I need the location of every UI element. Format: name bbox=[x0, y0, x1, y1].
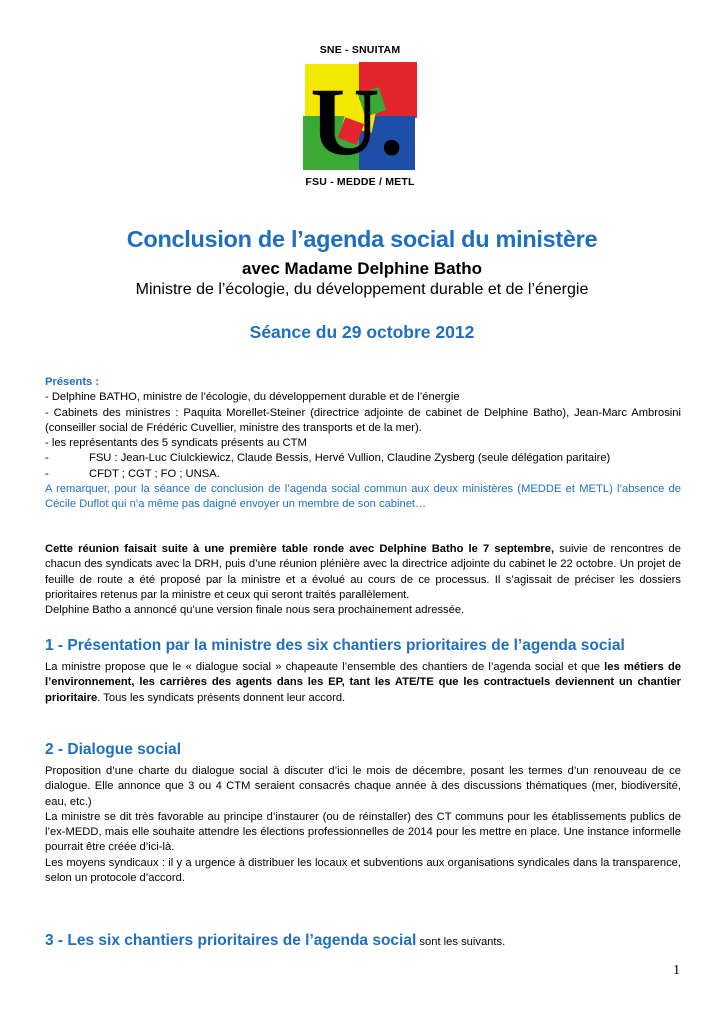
page-number: 1 bbox=[673, 963, 680, 978]
section-2-title: 2 - Dialogue social bbox=[45, 741, 182, 758]
bullet-dash: - bbox=[45, 467, 49, 480]
section-2-paragraph: Les moyens syndicaux : il y a urgence à distribuer les locaux et subventions aux organisations syndicales dans la transparence, selon un protocole d’accord. bbox=[45, 856, 681, 885]
list-item bbox=[45, 467, 681, 482]
intro-last-line: Delphine Batho a annoncé qu’une version finale nous sera prochainement adressée. bbox=[45, 604, 465, 617]
section-1-text-a: La ministre propose que le « dialogue social » chapeaute l’ensemble des chantiers de l’agenda social et que bbox=[45, 661, 605, 673]
logo-letter: U. bbox=[310, 68, 404, 172]
intro-text: suivie de rencontres de chacun des syndicats avec la DRH, puis d’une réunion plénière avec la directrice adjointe du cabinet le 22 octobre. Un projet de feuille de route a été proposé par la ministre et a évolué au cours de ce processus. Il s’agissait de préciser les dossiers prioritaires retenus par la ministre et ceux qui seront traités parallèlement. bbox=[45, 543, 681, 601]
attendee-line: - les représentants des 5 syndicats présents au CTM bbox=[45, 437, 307, 450]
section-1-text-bold: les métiers de l’environnement, les carrières des agents dans les EP, tant les ATE/TE que les contractuels deviennent un chantier prioritaire bbox=[45, 661, 681, 704]
logo-top-text: SNE - SNUITAM bbox=[319, 44, 401, 56]
section-1-title: 1 - Présentation par la ministre des six chantiers prioritaires de l’agenda social bbox=[45, 637, 625, 654]
section-2-paragraph: La ministre se dit très favorable au principe d’instaurer (ou de réinstaller) des CT communs pour les établissements publics de l’ex-MEDD, mais elle souhaite attendre les élections professionnelles de 2014 pour les mettre en place. Une instance informelle pourrait être créée d’ici-là. bbox=[45, 810, 681, 854]
section-2-paragraph: Proposition d’une charte du dialogue social à discuter d’ici le mois de décembre, posant les termes d’un renouveau de ce dialogue. Elle annonce que 3 ou 4 CTM seraient consacrés chaque année à des discussions thématiques (mer, biodiversité, eau, etc.) bbox=[45, 765, 681, 808]
section-1-body bbox=[45, 660, 681, 706]
section-1-text-b: . Tous les syndicats présents donnent leur accord. bbox=[97, 691, 346, 704]
document-subtitle-minister: Ministre de l’écologie, du développement durable et de l’énergie bbox=[135, 281, 589, 298]
attendees-block bbox=[45, 375, 681, 513]
attendees-label: Présents : bbox=[45, 376, 100, 388]
section-2-body bbox=[45, 764, 681, 886]
intro-paragraph bbox=[45, 542, 681, 618]
union-logo bbox=[292, 44, 428, 188]
section-3-title-text: 3 - Les six chantiers prioritaires de l’agenda social bbox=[45, 932, 417, 949]
list-item bbox=[45, 451, 681, 466]
logo-bottom-text: FSU - MEDDE / METL bbox=[305, 176, 415, 188]
list-item-text: CFDT ; CGT ; FO ; UNSA. bbox=[89, 467, 220, 480]
document-title: Conclusion de l’agenda social du ministère bbox=[126, 226, 598, 252]
attendee-line: - Cabinets des ministres : Paquita Morellet-Steiner (directrice adjointe de cabinet de Delphine Batho), Jean-Marc Ambrosini (conseiller social de Frédéric Cuvellier, ministre des transports et de la mer). bbox=[45, 406, 681, 434]
bullet-dash: - bbox=[45, 452, 49, 465]
intro-bold-text: Cette réunion faisait suite à une première table ronde avec Delphine Batho le 7 septembre, bbox=[45, 543, 555, 555]
section-3-title bbox=[45, 932, 505, 950]
attendee-line: - Delphine BATHO, ministre de l’écologie, du développement durable et de l’énergie bbox=[45, 391, 460, 404]
document-subtitle: avec Madame Delphine Batho bbox=[242, 259, 482, 278]
session-date: Séance du 29 octobre 2012 bbox=[249, 322, 475, 342]
remark-text: A remarquer, pour la séance de conclusion de l’agenda social commun aux deux ministères (MEDDE et METL) l’absence de Cécile Duflot qui n’a même pas daigné envoyer un membre de son cabinet… bbox=[45, 483, 681, 511]
logo-emblem-icon bbox=[301, 60, 419, 172]
list-item-text: FSU : Jean-Luc Ciulckiewicz, Claude Bessis, Hervé Vullion, Claudine Zysberg (seule délégation paritaire) bbox=[89, 452, 611, 465]
section-3-suffix: sont les suivants. bbox=[416, 936, 506, 948]
